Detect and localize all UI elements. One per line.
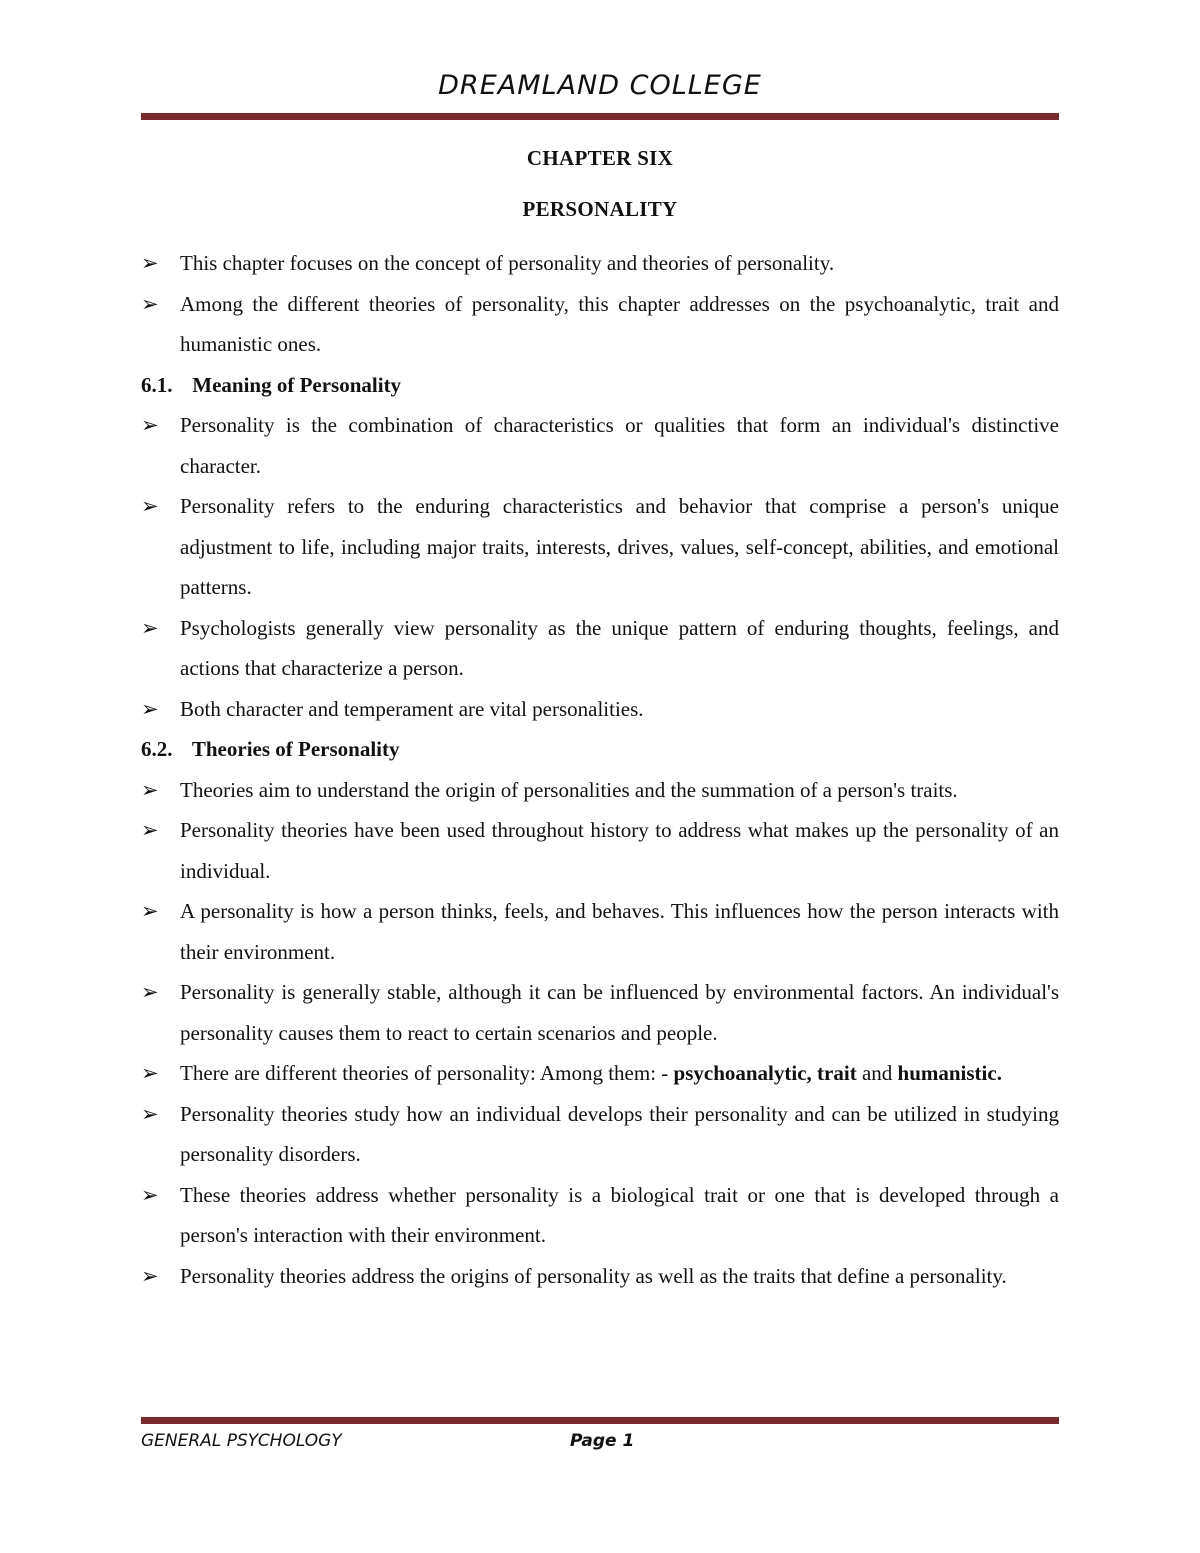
chapter-subtitle: PERSONALITY	[522, 197, 678, 221]
arrow-bullet-icon: ➢	[141, 1061, 159, 1085]
section-title: Theories of Personality	[191, 737, 400, 761]
arrow-bullet-icon: ➢	[141, 494, 159, 518]
section-heading	[141, 365, 1059, 406]
theories-middle: and	[856, 1061, 898, 1085]
document-body	[141, 243, 1059, 1296]
list-item	[141, 486, 1059, 608]
bullet-text: Personality is the combination of characteristics or qualities that form an individual's distinctive character.	[180, 413, 1059, 478]
list-item	[141, 608, 1059, 689]
arrow-bullet-icon: ➢	[141, 980, 159, 1004]
list-item	[141, 689, 1059, 730]
header-title: DREAMLAND COLLEGE	[438, 70, 762, 101]
theories-prefix: There are different theories of personality: Among them: -	[180, 1061, 674, 1085]
bullet-text: Theories aim to understand the origin of personalities and the summation of a person's traits.	[180, 777, 958, 802]
bullet-text: A personality is how a person thinks, feels, and behaves. This influences how the person interacts with their environment.	[180, 899, 1059, 964]
bullet-text: Both character and temperament are vital personalities.	[180, 696, 644, 721]
theories-bold-2: humanistic.	[897, 1061, 1002, 1085]
footer-page-number: Page 1	[570, 1431, 635, 1451]
arrow-bullet-icon: ➢	[141, 1182, 159, 1207]
chapter-title: CHAPTER SIX	[526, 146, 674, 170]
list-item	[141, 243, 1059, 284]
bullet-text: This chapter focuses on the concept of personality and theories of personality.	[180, 251, 835, 275]
bullet-text: Personality theories study how an individual develops their personality and can be utilized in studying personality disorders.	[180, 1101, 1059, 1166]
list-item	[141, 1256, 1059, 1297]
arrow-bullet-icon: ➢	[141, 899, 159, 923]
section-title: Meaning of Personality	[192, 372, 402, 397]
bullet-text: These theories address whether personality is a biological trait or one that is developed through a person's interaction with their environment.	[180, 1182, 1059, 1247]
list-item	[141, 972, 1059, 1053]
arrow-bullet-icon: ➢	[141, 696, 159, 721]
list-item	[141, 284, 1059, 365]
arrow-bullet-icon: ➢	[141, 291, 159, 316]
bullet-text: Personality theories address the origins of personality as well as the traits that define a personality.	[180, 1263, 1007, 1288]
arrow-bullet-icon: ➢	[141, 818, 159, 842]
arrow-bullet-icon: ➢	[141, 413, 159, 437]
list-item	[141, 810, 1059, 891]
footer-rule	[141, 1417, 1059, 1424]
section-number: 6.2.	[141, 737, 173, 761]
section-number: 6.1.	[141, 372, 173, 397]
bullet-text: Personality refers to the enduring characteristics and behavior that comprise a person's unique adjustment to life, including major traits, interests, drives, values, self-concept, abilities, and emotional patterns.	[180, 494, 1059, 599]
list-item	[141, 405, 1059, 486]
list-item	[141, 1175, 1059, 1256]
bullet-text: Personality theories have been used throughout history to address what makes up the personality of an individual.	[180, 818, 1059, 883]
list-item	[141, 770, 1059, 811]
arrow-bullet-icon: ➢	[141, 1101, 159, 1126]
bullet-text	[180, 1061, 1002, 1085]
section-heading	[141, 729, 1059, 770]
arrow-bullet-icon: ➢	[141, 615, 159, 640]
arrow-bullet-icon: ➢	[141, 1263, 159, 1288]
list-item	[141, 1094, 1059, 1175]
list-item	[141, 891, 1059, 972]
arrow-bullet-icon: ➢	[141, 777, 159, 802]
bullet-text: Personality is generally stable, although it can be influenced by environmental factors. An individual's personality causes them to react to certain scenarios and people.	[180, 980, 1059, 1045]
bullet-text: Psychologists generally view personality as the unique pattern of enduring thoughts, feelings, and actions that characterize a person.	[180, 615, 1059, 680]
theories-bold-1: psychoanalytic, trait	[673, 1061, 857, 1085]
footer-course: GENERAL PSYCHOLOGY	[141, 1431, 342, 1451]
list-item	[141, 1053, 1059, 1094]
header-rule	[141, 113, 1059, 120]
bullet-text: Among the different theories of personality, this chapter addresses on the psychoanalytic, trait and humanistic ones.	[180, 291, 1059, 356]
arrow-bullet-icon: ➢	[141, 251, 159, 275]
